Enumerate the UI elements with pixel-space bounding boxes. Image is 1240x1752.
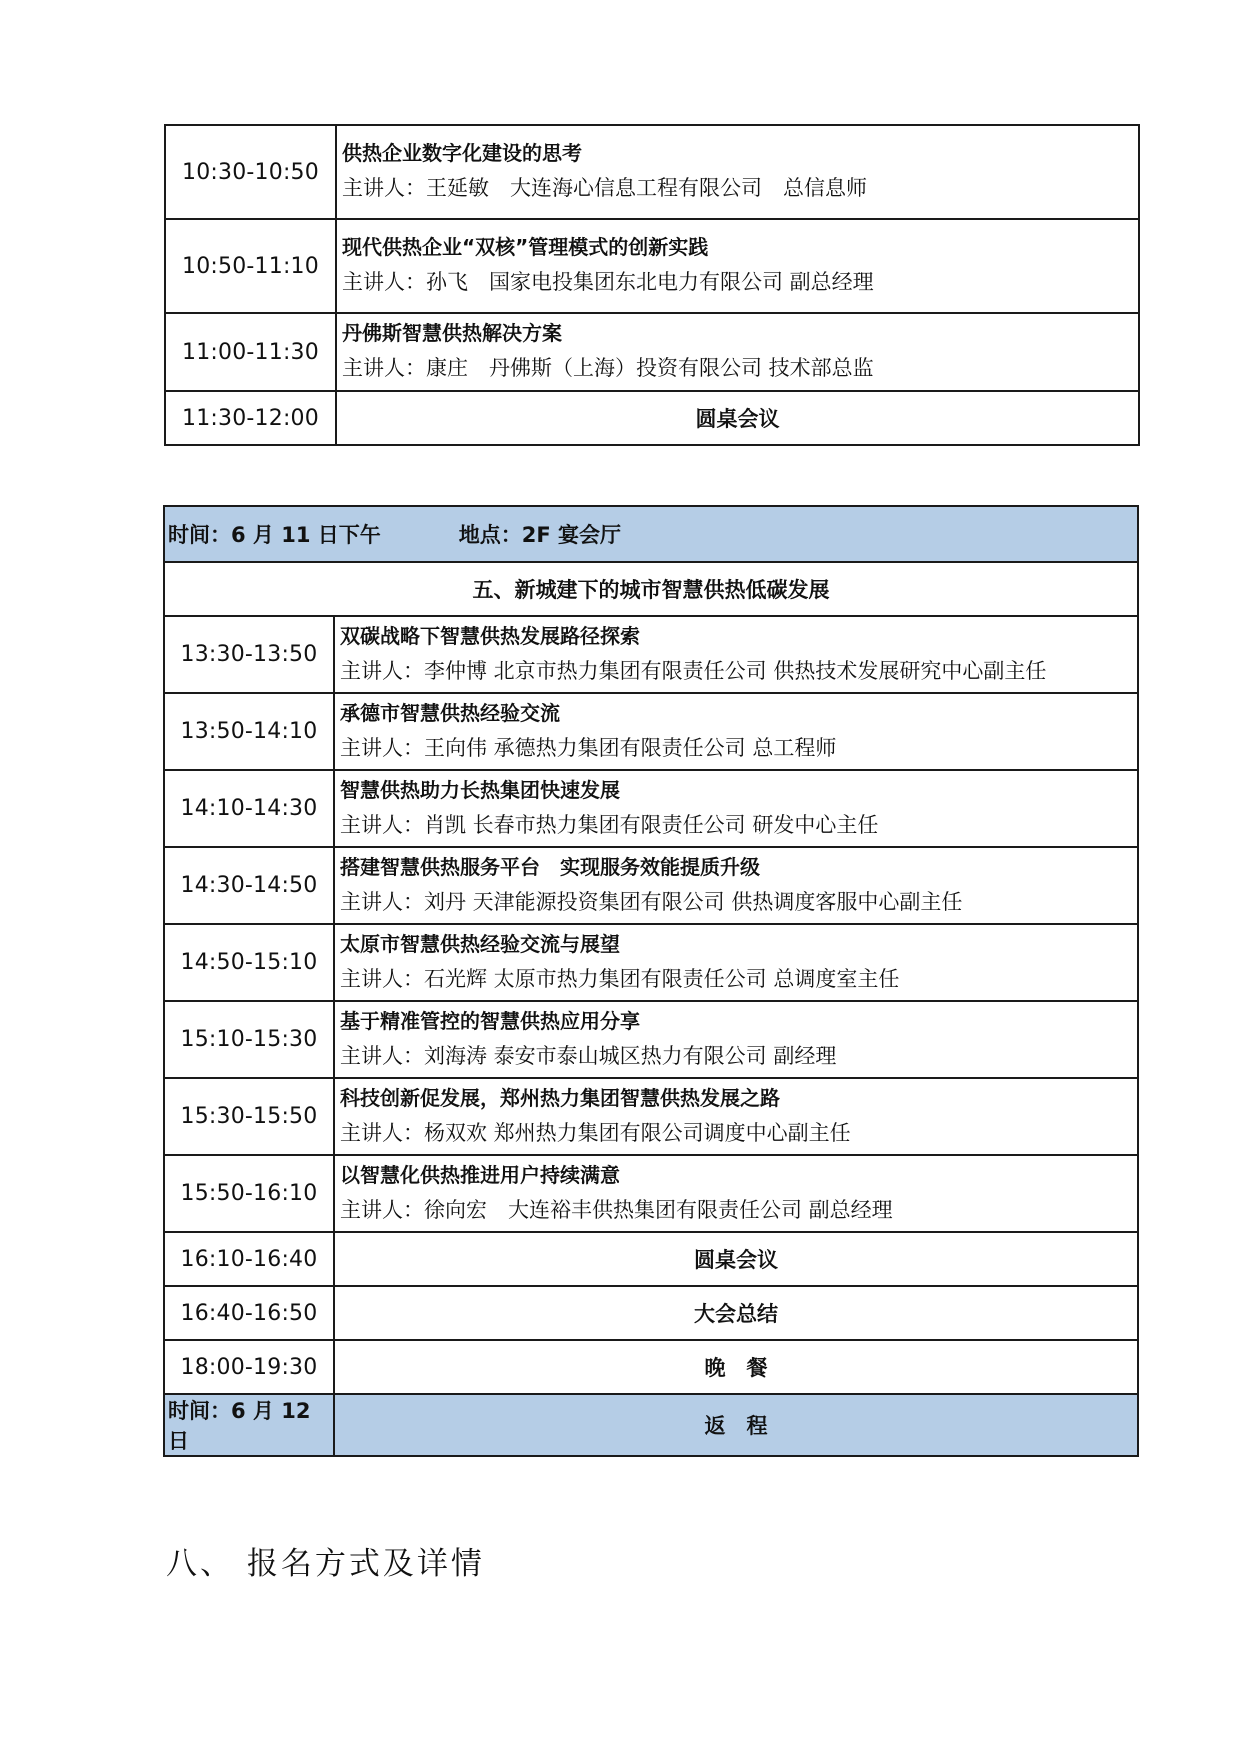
session-speaker: 主讲人：肖凯 长春市热力集团有限责任公司 研发中心主任	[340, 812, 879, 837]
session-title: 承德市智慧供热经验交流	[340, 700, 560, 725]
session-time: 14:10-14:30	[164, 770, 334, 847]
session-time: 16:40-16:50	[164, 1286, 334, 1340]
table-row	[164, 924, 1138, 1001]
afternoon-schedule-table	[163, 505, 1139, 1457]
table-row	[164, 693, 1138, 770]
session-topic	[334, 924, 1138, 1001]
session-topic	[334, 616, 1138, 693]
session-topic	[334, 770, 1138, 847]
section-title: 五、新城建下的城市智慧供热低碳发展	[164, 562, 1138, 616]
session-time: 11:30-12:00	[165, 391, 336, 445]
section-heading: 八、 报名方式及详情	[166, 1546, 485, 1582]
footer-time: 时间：6 月 12 日	[164, 1394, 334, 1456]
session-title: 以智慧化供热推进用户持续满意	[340, 1162, 620, 1187]
session-speaker: 主讲人：孙飞 国家电投集团东北电力有限公司 副总经理	[342, 270, 874, 294]
table-row	[165, 125, 1139, 219]
session-time: 14:50-15:10	[164, 924, 334, 1001]
table-row	[164, 1232, 1138, 1286]
table-row	[164, 1001, 1138, 1078]
session-time: 13:50-14:10	[164, 693, 334, 770]
session-time: 15:50-16:10	[164, 1155, 334, 1232]
session-topic	[336, 125, 1139, 219]
table-row	[165, 391, 1139, 445]
session-speaker: 主讲人：徐向宏 大连裕丰供热集团有限责任公司 副总经理	[340, 1197, 893, 1222]
table-footer-row	[164, 1394, 1138, 1456]
session-speaker: 主讲人：石光辉 太原市热力集团有限责任公司 总调度室主任	[340, 966, 900, 991]
session-time: 18:00-19:30	[164, 1340, 334, 1394]
session-title: 双碳战略下智慧供热发展路径探索	[340, 623, 640, 648]
session-speaker: 主讲人：刘丹 天津能源投资集团有限公司 供热调度客服中心副主任	[340, 889, 963, 914]
table-row	[164, 1286, 1138, 1340]
table-row	[164, 847, 1138, 924]
session-title: 供热企业数字化建设的思考	[342, 141, 582, 165]
session-title: 搭建智慧供热服务平台 实现服务效能提质升级	[340, 854, 760, 879]
table-row	[164, 1340, 1138, 1394]
session-topic	[334, 693, 1138, 770]
agenda-label: 大会总结	[334, 1286, 1138, 1340]
session-title: 现代供热企业“双核”管理模式的创新实践	[342, 235, 709, 259]
session-title: 丹佛斯智慧供热解决方案	[342, 321, 562, 345]
table-row	[164, 1155, 1138, 1232]
session-topic	[334, 1078, 1138, 1155]
header-venue: 地点：2F 宴会厅	[458, 523, 622, 547]
session-time: 15:10-15:30	[164, 1001, 334, 1078]
session-topic	[334, 1155, 1138, 1232]
session-topic	[334, 1001, 1138, 1078]
header-cell	[164, 506, 1138, 562]
session-time: 14:30-14:50	[164, 847, 334, 924]
session-title: 太原市智慧供热经验交流与展望	[340, 931, 620, 956]
morning-schedule-table	[164, 124, 1140, 446]
table-row	[165, 219, 1139, 313]
session-time: 15:30-15:50	[164, 1078, 334, 1155]
table-row	[164, 770, 1138, 847]
session-title: 基于精准管控的智慧供热应用分享	[340, 1008, 640, 1033]
section-row	[164, 562, 1138, 616]
session-topic	[336, 219, 1139, 313]
session-speaker: 主讲人：康庄 丹佛斯（上海）投资有限公司 技术部总监	[342, 356, 874, 380]
table-row	[164, 1078, 1138, 1155]
agenda-label: 晚 餐	[334, 1340, 1138, 1394]
header-time: 时间：6 月 11 日下午	[168, 523, 381, 547]
session-time: 16:10-16:40	[164, 1232, 334, 1286]
footer-label: 返 程	[334, 1394, 1138, 1456]
session-speaker: 主讲人：李仲博 北京市热力集团有限责任公司 供热技术发展研究中心副主任	[340, 658, 1047, 683]
session-topic	[334, 847, 1138, 924]
session-time: 10:30-10:50	[165, 125, 336, 219]
session-time: 13:30-13:50	[164, 616, 334, 693]
table-header-row	[164, 506, 1138, 562]
session-time: 11:00-11:30	[165, 313, 336, 391]
agenda-label: 圆桌会议	[334, 1232, 1138, 1286]
table-row	[164, 616, 1138, 693]
session-speaker: 主讲人：杨双欢 郑州热力集团有限公司调度中心副主任	[340, 1120, 851, 1145]
session-speaker: 主讲人：刘海涛 泰安市泰山城区热力有限公司 副经理	[340, 1043, 837, 1068]
table-row	[165, 313, 1139, 391]
session-time: 10:50-11:10	[165, 219, 336, 313]
session-speaker: 主讲人：王延敏 大连海心信息工程有限公司 总信息师	[342, 176, 867, 200]
session-title: 科技创新促发展，郑州热力集团智慧供热发展之路	[340, 1085, 780, 1110]
session-speaker: 主讲人：王向伟 承德热力集团有限责任公司 总工程师	[340, 735, 837, 760]
session-topic	[336, 313, 1139, 391]
roundtable-label: 圆桌会议	[336, 391, 1139, 445]
session-title: 智慧供热助力长热集团快速发展	[340, 777, 620, 802]
